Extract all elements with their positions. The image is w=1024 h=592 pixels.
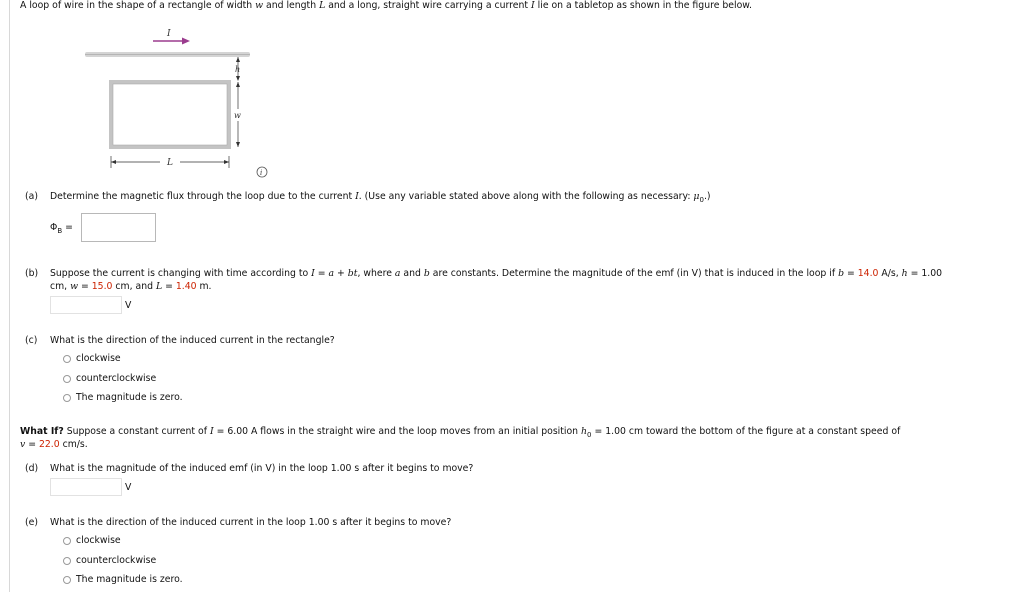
part-b-tag: (b) (25, 268, 39, 279)
emf-move-unit: V (125, 482, 132, 493)
part-a-text: .) (703, 191, 711, 202)
var-I: I (209, 426, 214, 437)
part-b-text: = 1.00 (907, 268, 943, 279)
part-b-text: Suppose the current is changing with time according to (50, 268, 312, 279)
w-arrow-top (236, 82, 240, 87)
option-c-clockwise[interactable]: clockwise (76, 353, 121, 364)
L-value: 1.40 (175, 281, 197, 292)
b-value: 14.0 (857, 268, 879, 279)
option-e-zero[interactable]: The magnitude is zero. (76, 574, 183, 585)
var-w: w (70, 281, 79, 292)
flux-answer-input[interactable] (81, 213, 156, 242)
radio-c-clockwise[interactable] (63, 355, 71, 363)
part-b-text: = (162, 281, 176, 292)
what-if-text: = 1.00 cm toward the bottom of the figure at a constant speed of (591, 426, 901, 437)
var-I: I (311, 268, 315, 279)
var-h: h (901, 268, 908, 279)
part-d-tag: (d) (25, 463, 39, 474)
var-I: I (531, 0, 535, 11)
what-if-text: = 6.00 A flows in the straight wire and the loop moves from an initial position (213, 426, 582, 437)
figure-label-I: I (167, 29, 171, 39)
part-b-text: , where (357, 268, 395, 279)
part-b-text: cm, (50, 281, 71, 292)
phi-subscript: B (57, 226, 63, 235)
figure-label-w: w (234, 111, 241, 120)
part-b-text: + (334, 268, 348, 279)
h-arrow-top (236, 57, 240, 62)
part-e-question: What is the direction of the induced current in the loop 1.00 s after it begins to move? (50, 517, 452, 528)
part-a-text: Determine the magnetic flux through the loop due to the current (50, 191, 356, 202)
part-c-tag: (c) (25, 335, 38, 346)
var-bt: bt (347, 268, 358, 279)
var-L: L (155, 281, 163, 292)
h-arrow-bottom (236, 76, 240, 81)
phi-symbol: Φ (50, 222, 58, 233)
w-value: 15.0 (91, 281, 113, 292)
what-if-text: Suppose a constant current of (63, 426, 210, 437)
part-d-question: What is the magnitude of the induced emf (in V) in the loop 1.00 s after it begins to move? (50, 463, 474, 474)
part-b-text: and (400, 268, 424, 279)
equals-sign: = (65, 222, 73, 233)
v-value: 22.0 (38, 439, 60, 450)
left-border (9, 0, 10, 592)
var-h: h (581, 426, 588, 437)
h-subscript: 0 (587, 430, 592, 439)
var-I: I (355, 191, 359, 202)
part-a-text: . (Use any variable stated above along with the following as necessary: (358, 191, 694, 202)
what-if-text: = (25, 439, 39, 450)
var-v: v (20, 439, 26, 450)
intro-text: lie on a tabletop as shown in the figure below. (534, 0, 752, 11)
var-mu: μ (693, 191, 700, 202)
figure-wire-loop (80, 24, 280, 184)
part-b-text: m. (196, 281, 212, 292)
emf-move-answer-input[interactable] (50, 478, 122, 496)
option-e-clockwise[interactable]: clockwise (76, 535, 121, 546)
var-L: L (319, 0, 326, 11)
wire-loop-rectangle (111, 82, 229, 147)
option-c-zero[interactable]: The magnitude is zero. (76, 392, 183, 403)
option-c-counterclockwise[interactable]: counterclockwise (76, 373, 157, 384)
part-c-question: What is the direction of the induced current in the rectangle? (50, 335, 335, 346)
intro-text: and a long, straight wire carrying a current (325, 0, 532, 11)
option-e-counterclockwise[interactable]: counterclockwise (76, 555, 157, 566)
var-b: b (838, 268, 845, 279)
radio-e-zero[interactable] (63, 576, 71, 584)
L-arrow-left (111, 160, 116, 164)
intro-text: and length (263, 0, 320, 11)
what-if-line1 (20, 426, 900, 441)
var-a: a (328, 268, 335, 279)
intro-text: A loop of wire in the shape of a rectangle of width (20, 0, 256, 11)
wire-loop-inner-edge (113, 84, 227, 145)
radio-c-zero[interactable] (63, 394, 71, 402)
radio-c-counterclockwise[interactable] (63, 375, 71, 383)
info-icon-glyph: i (260, 169, 263, 177)
part-b-question-line1 (50, 268, 942, 280)
emf-unit: V (125, 300, 132, 311)
flux-label (50, 222, 73, 237)
var-b: b (423, 268, 430, 279)
w-arrow-bottom (236, 142, 240, 147)
mu-subscript: 0 (699, 195, 704, 204)
problem-intro (20, 0, 752, 12)
radio-e-counterclockwise[interactable] (63, 557, 71, 565)
part-b-text: = (78, 281, 92, 292)
part-b-text: cm, and (112, 281, 156, 292)
what-if-line2 (20, 439, 88, 451)
current-arrowhead (182, 38, 190, 45)
figure-label-L: L (167, 158, 173, 168)
var-w: w (255, 0, 264, 11)
what-if-text: cm/s. (59, 439, 88, 450)
part-a-question (50, 191, 711, 206)
part-b-text: are constants. Determine the magnitude of the emf (in V) that is induced in the loop if (429, 268, 839, 279)
radio-e-clockwise[interactable] (63, 537, 71, 545)
part-b-text: A/s, (878, 268, 902, 279)
part-a-tag: (a) (25, 191, 38, 202)
what-if-heading: What If? (20, 426, 64, 437)
figure-label-h: h (235, 65, 241, 74)
L-arrow-right (224, 160, 229, 164)
part-e-tag: (e) (25, 517, 38, 528)
var-a: a (394, 268, 401, 279)
part-b-question-line2 (50, 281, 212, 293)
part-b-text: = (314, 268, 329, 279)
emf-answer-input[interactable] (50, 296, 122, 314)
part-b-text: = (844, 268, 858, 279)
